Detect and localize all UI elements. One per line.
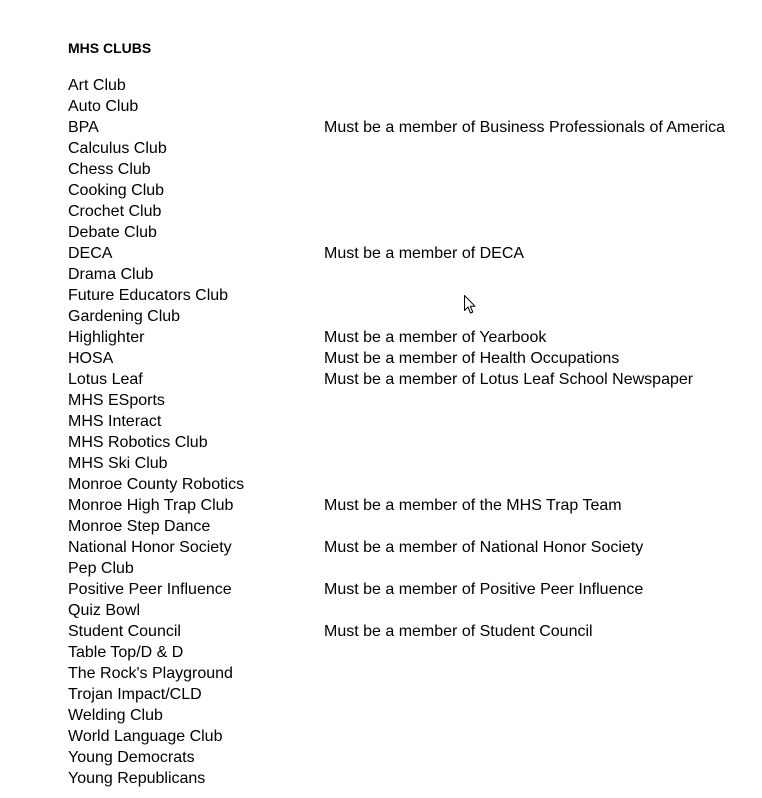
list-item [68, 664, 758, 685]
club-name: Cooking Club [68, 182, 165, 199]
list-item [68, 622, 758, 643]
club-name: BPA [68, 119, 99, 136]
list-item [68, 412, 758, 433]
list-item [68, 244, 758, 265]
club-name: National Honor Society [68, 539, 232, 556]
club-requirement: Must be a member of Lotus Leaf School Newspaper [324, 371, 694, 388]
club-name: Pep Club [68, 560, 134, 577]
club-requirement: Must be a member of Positive Peer Influence [324, 581, 644, 598]
list-item [68, 160, 758, 181]
club-name: World Language Club [68, 728, 223, 745]
list-item [68, 601, 758, 622]
list-item [68, 454, 758, 475]
list-item [68, 643, 758, 664]
list-item [68, 391, 758, 412]
club-name: Debate Club [68, 224, 157, 241]
list-item [68, 223, 758, 244]
club-name: Quiz Bowl [68, 602, 141, 619]
mouse-pointer-icon [464, 295, 476, 314]
club-name: Art Club [68, 77, 126, 94]
list-item [68, 76, 758, 97]
club-name: MHS Ski Club [68, 455, 168, 472]
list-item [68, 580, 758, 601]
list-item [68, 265, 758, 286]
club-name: Trojan Impact/CLD [68, 686, 202, 703]
list-item [68, 685, 758, 706]
club-name: Calculus Club [68, 140, 167, 157]
club-name: Lotus Leaf [68, 371, 143, 388]
list-item [68, 769, 758, 790]
club-name: Monroe Step Dance [68, 518, 211, 535]
club-name: Gardening Club [68, 308, 181, 325]
list-item [68, 307, 758, 328]
list-item [68, 370, 758, 391]
club-requirement: Must be a member of Yearbook [324, 329, 547, 346]
club-name: HOSA [68, 350, 114, 367]
club-name: Young Democrats [68, 749, 195, 766]
club-name: Student Council [68, 623, 181, 640]
club-name: Monroe County Robotics [68, 476, 245, 493]
club-name: Positive Peer Influence [68, 581, 232, 598]
list-item [68, 727, 758, 748]
club-name: Highlighter [68, 329, 145, 346]
list-item [68, 475, 758, 496]
club-requirement: Must be a member of the MHS Trap Team [324, 497, 622, 514]
club-name: Drama Club [68, 266, 154, 283]
club-list [68, 76, 758, 790]
club-name: MHS Interact [68, 413, 162, 430]
page-title: MHS CLUBS [68, 40, 152, 56]
list-item [68, 118, 758, 139]
club-requirement: Must be a member of DECA [324, 245, 525, 262]
list-item [68, 202, 758, 223]
list-item [68, 328, 758, 349]
list-item [68, 559, 758, 580]
club-name: Monroe High Trap Club [68, 497, 234, 514]
list-item [68, 139, 758, 160]
club-requirement: Must be a member of Health Occupations [324, 350, 620, 367]
club-name: MHS ESports [68, 392, 165, 409]
club-name: Future Educators Club [68, 287, 229, 304]
club-name: DECA [68, 245, 113, 262]
club-name: MHS Robotics Club [68, 434, 208, 451]
club-requirement: Must be a member of National Honor Society [324, 539, 644, 556]
club-name: Welding Club [68, 707, 163, 724]
list-item [68, 97, 758, 118]
club-name: Young Republicans [68, 770, 206, 787]
list-item [68, 433, 758, 454]
club-name: Crochet Club [68, 203, 162, 220]
list-item [68, 748, 758, 769]
list-item [68, 517, 758, 538]
list-item [68, 349, 758, 370]
club-name: The Rock's Playground [68, 665, 233, 682]
club-requirement: Must be a member of Student Council [324, 623, 593, 640]
club-name: Chess Club [68, 161, 151, 178]
list-item [68, 496, 758, 517]
club-name: Table Top/D & D [68, 644, 184, 661]
club-name: Auto Club [68, 98, 139, 115]
list-item [68, 706, 758, 727]
club-requirement: Must be a member of Business Professionals of America [324, 119, 726, 136]
list-item [68, 181, 758, 202]
list-item [68, 538, 758, 559]
list-item [68, 286, 758, 307]
